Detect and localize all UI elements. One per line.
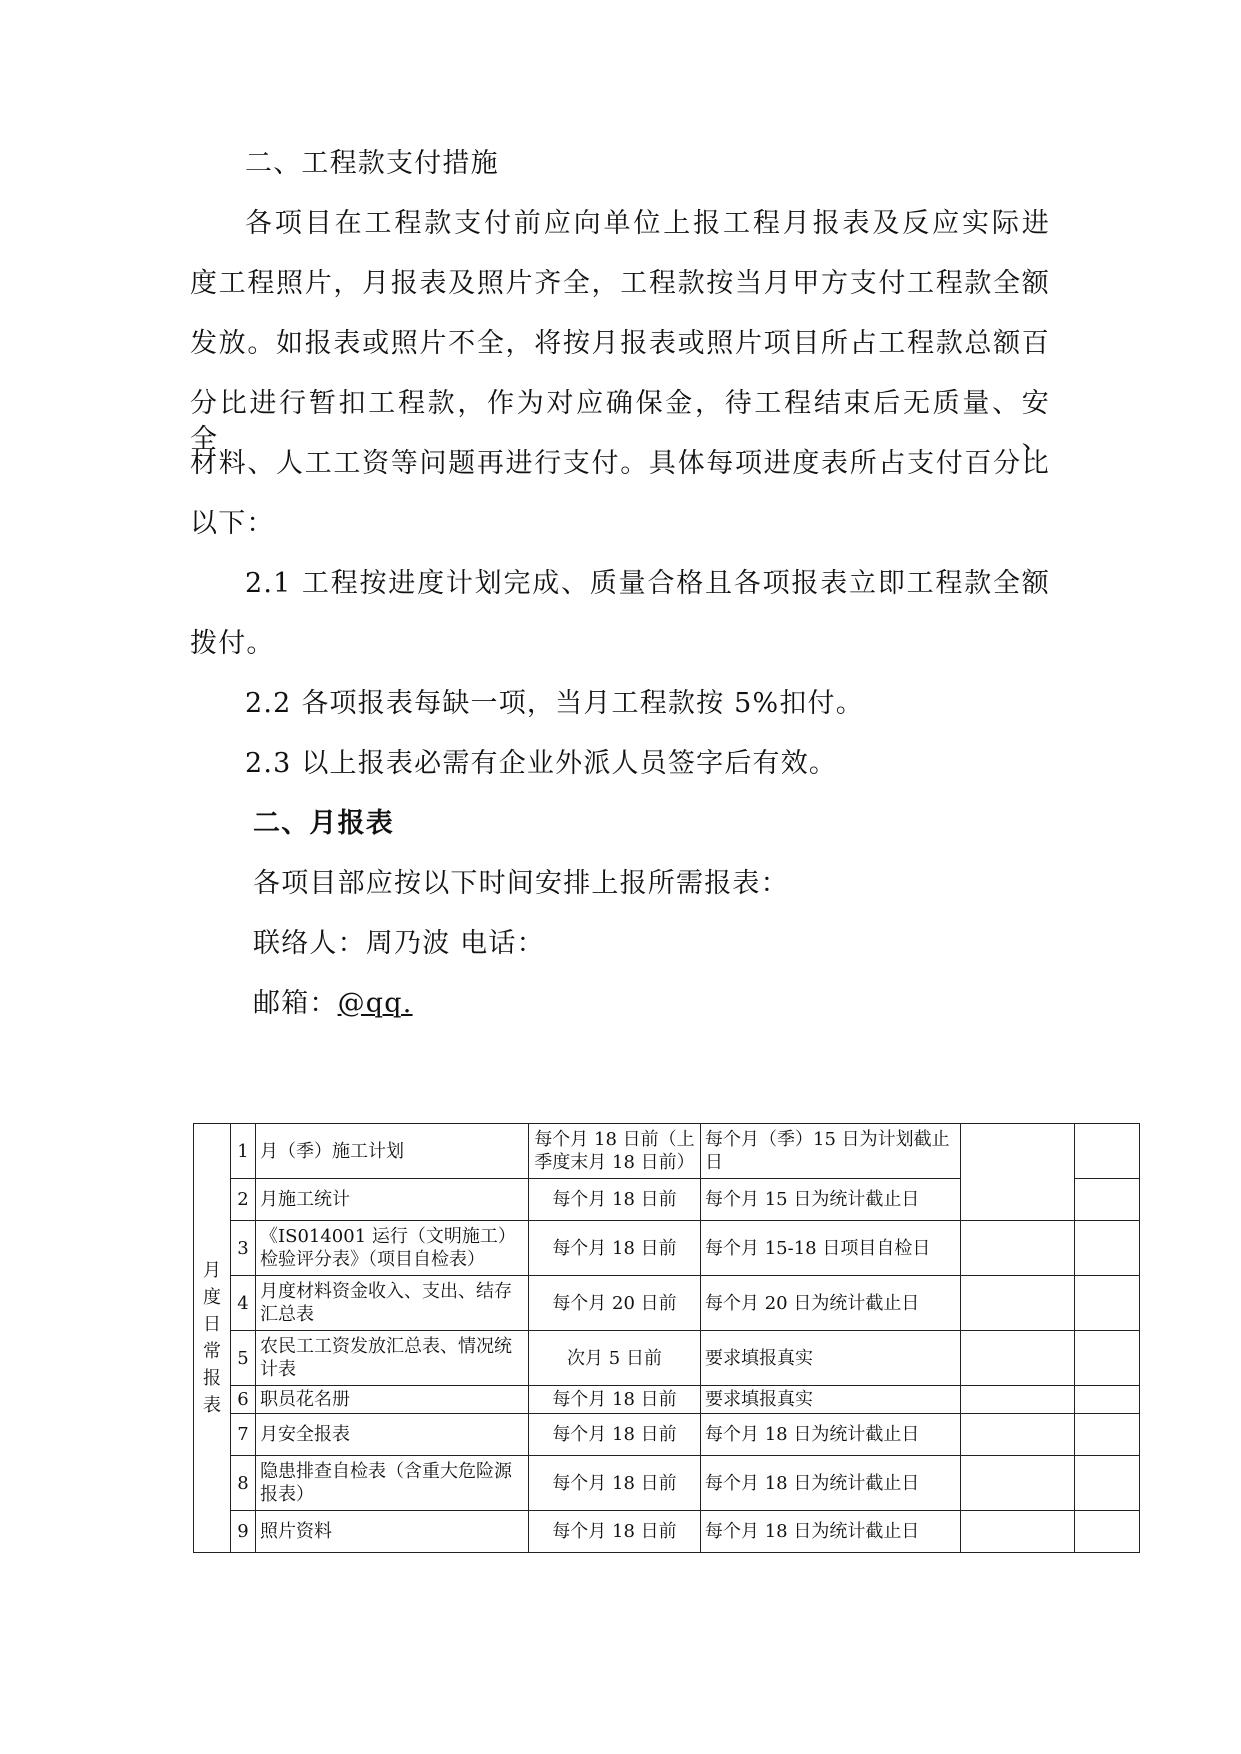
report-note: 每个月 18 日为统计截止日 — [701, 1414, 961, 1456]
report-table-body — [194, 1124, 1140, 1553]
report-note: 每个月（季）15 日为计划截止日 — [701, 1124, 961, 1179]
empty-cell — [1075, 1456, 1140, 1511]
empty-cell — [961, 1276, 1075, 1331]
row-number: 2 — [231, 1179, 256, 1221]
table-row — [194, 1276, 1140, 1331]
report-deadline: 每个月 18 日前（上季度末月 18 日前） — [529, 1124, 701, 1179]
item-2-1-line: 2.1 工程按进度计划完成、质量合格且各项报表立即工程款全额 — [245, 568, 1050, 599]
contact-line: 联络人：周乃波 电话： — [253, 928, 545, 959]
report-name: 隐患排查自检表（含重大危险源报表） — [256, 1456, 529, 1511]
row-number: 5 — [231, 1331, 256, 1386]
empty-cell — [961, 1511, 1075, 1553]
item-2-3: 2.3 以上报表必需有企业外派人员签字后有效。 — [245, 748, 838, 779]
table-row — [194, 1414, 1140, 1456]
empty-cell — [1075, 1331, 1140, 1386]
group-label: 月度日常报表 — [203, 1260, 221, 1416]
section2-intro: 各项目部应按以下时间安排上报所需报表： — [253, 868, 789, 899]
empty-cell — [1075, 1511, 1140, 1553]
section1-heading: 二、工程款支付措施 — [245, 148, 499, 179]
paragraph-line: 分比进行暂扣工程款，作为对应确保金，待工程结束后无质量、安全、 — [190, 388, 1050, 455]
report-note: 要求填报真实 — [701, 1331, 961, 1386]
empty-cell — [1075, 1124, 1140, 1179]
report-deadline: 每个月 18 日前 — [529, 1221, 701, 1276]
row-number: 1 — [231, 1124, 256, 1179]
empty-cell — [1075, 1386, 1140, 1414]
table-row — [194, 1386, 1140, 1414]
row-number: 6 — [231, 1386, 256, 1414]
report-deadline: 次月 5 日前 — [529, 1331, 701, 1386]
report-name: 《IS014001 运行（文明施工）检验评分表》（项目自检表） — [256, 1221, 529, 1276]
paragraph-line: 以下： — [190, 508, 275, 539]
empty-cell — [1075, 1276, 1140, 1331]
report-note: 每个月 15 日为统计截止日 — [701, 1179, 961, 1221]
paragraph-line: 各项目在工程款支付前应向单位上报工程月报表及反应实际进 — [245, 208, 1050, 239]
row-number: 4 — [231, 1276, 256, 1331]
report-deadline: 每个月 18 日前 — [529, 1456, 701, 1511]
table-row — [194, 1456, 1140, 1511]
email-value: @qq. — [337, 988, 413, 1019]
empty-cell — [961, 1221, 1075, 1276]
report-deadline: 每个月 18 日前 — [529, 1179, 701, 1221]
report-name: 月（季）施工计划 — [256, 1124, 529, 1179]
empty-cell — [1075, 1221, 1140, 1276]
row-number: 8 — [231, 1456, 256, 1511]
report-name: 农民工工资发放汇总表、情况统计表 — [256, 1331, 529, 1386]
monthly-report-table — [193, 1123, 1140, 1553]
email-line — [253, 986, 1113, 1022]
report-note: 每个月 18 日为统计截止日 — [701, 1456, 961, 1511]
paragraph-line: 材料、人工工资等问题再进行支付。具体每项进度表所占支付百分比 — [190, 448, 1050, 479]
report-name: 职员花名册 — [256, 1386, 529, 1414]
empty-cell — [961, 1331, 1075, 1386]
report-note: 每个月 15-18 日项目自检日 — [701, 1221, 961, 1276]
table-row — [194, 1331, 1140, 1386]
report-note: 要求填报真实 — [701, 1386, 961, 1414]
row-number: 7 — [231, 1414, 256, 1456]
table-row — [194, 1124, 1140, 1179]
report-name: 月施工统计 — [256, 1179, 529, 1221]
empty-cell — [961, 1124, 1075, 1221]
paragraph-line: 度工程照片，月报表及照片齐全，工程款按当月甲方支付工程款全额 — [190, 268, 1050, 299]
report-deadline: 每个月 18 日前 — [529, 1414, 701, 1456]
paragraph-line: 发放。如报表或照片不全，将按月报表或照片项目所占工程款总额百 — [190, 328, 1050, 359]
report-deadline: 每个月 20 日前 — [529, 1276, 701, 1331]
report-note: 每个月 20 日为统计截止日 — [701, 1276, 961, 1331]
empty-cell — [1075, 1414, 1140, 1456]
report-deadline: 每个月 18 日前 — [529, 1511, 701, 1553]
empty-cell — [1075, 1179, 1140, 1221]
table-row — [194, 1511, 1140, 1553]
group-label-cell — [194, 1124, 231, 1553]
item-2-1-line: 拨付。 — [190, 628, 275, 659]
email-label: 邮箱： — [253, 988, 338, 1019]
report-name: 月度材料资金收入、支出、结存汇总表 — [256, 1276, 529, 1331]
item-2-2: 2.2 各项报表每缺一项，当月工程款按 5%扣付。 — [245, 688, 864, 719]
report-note: 每个月 18 日为统计截止日 — [701, 1511, 961, 1553]
empty-cell — [961, 1414, 1075, 1456]
empty-cell — [961, 1456, 1075, 1511]
report-name: 照片资料 — [256, 1511, 529, 1553]
row-number: 3 — [231, 1221, 256, 1276]
report-name: 月安全报表 — [256, 1414, 529, 1456]
table-row — [194, 1221, 1140, 1276]
row-number: 9 — [231, 1511, 256, 1553]
empty-cell — [961, 1386, 1075, 1414]
report-deadline: 每个月 18 日前 — [529, 1386, 701, 1414]
section2-heading: 二、月报表 — [253, 808, 394, 839]
